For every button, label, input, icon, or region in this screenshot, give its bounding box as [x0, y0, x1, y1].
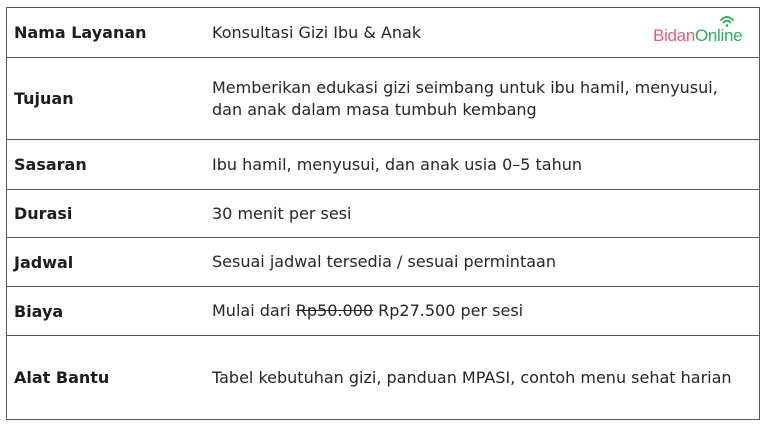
row-value-cell [206, 8, 760, 58]
logo-wordmark: BidanOnline [653, 26, 743, 45]
row-value: Sesuai jadwal tersedia / sesuai permintaan [206, 238, 760, 287]
row-label: Jadwal [7, 238, 207, 287]
row-label: Sasaran [7, 140, 207, 190]
table-row-tujuan [7, 58, 760, 140]
row-label: Tujuan [7, 58, 207, 140]
row-value: Memberikan edukasi gizi seimbang untuk ibu hamil, menyusui, dan anak dalam masa tumbuh kembang [206, 58, 760, 140]
table-row-nama-layanan [7, 8, 760, 58]
row-label: Alat Bantu [7, 336, 207, 420]
row-label: Biaya [7, 287, 207, 336]
table-row-durasi [7, 190, 760, 238]
row-value: Konsultasi Gizi Ibu & Anak [212, 22, 422, 42]
table-row-biaya [7, 287, 760, 336]
row-value-cell [206, 287, 760, 336]
row-value: Tabel kebutuhan gizi, panduan MPASI, contoh menu sehat harian [206, 336, 760, 420]
table-row-sasaran [7, 140, 760, 190]
table-row-jadwal [7, 238, 760, 287]
bidanonline-logo [653, 15, 749, 49]
row-value: 30 menit per sesi [206, 190, 760, 238]
row-label: Nama Layanan [7, 8, 207, 58]
table-row-alat-bantu [7, 336, 760, 420]
row-label: Durasi [7, 190, 207, 238]
new-price: Rp27.500 per sesi [373, 301, 524, 320]
old-price: Rp50.000 [295, 301, 374, 320]
row-value: Ibu hamil, menyusui, dan anak usia 0–5 tahun [206, 140, 760, 190]
price-prefix: Mulai dari [212, 301, 296, 320]
service-info-table [6, 7, 760, 420]
